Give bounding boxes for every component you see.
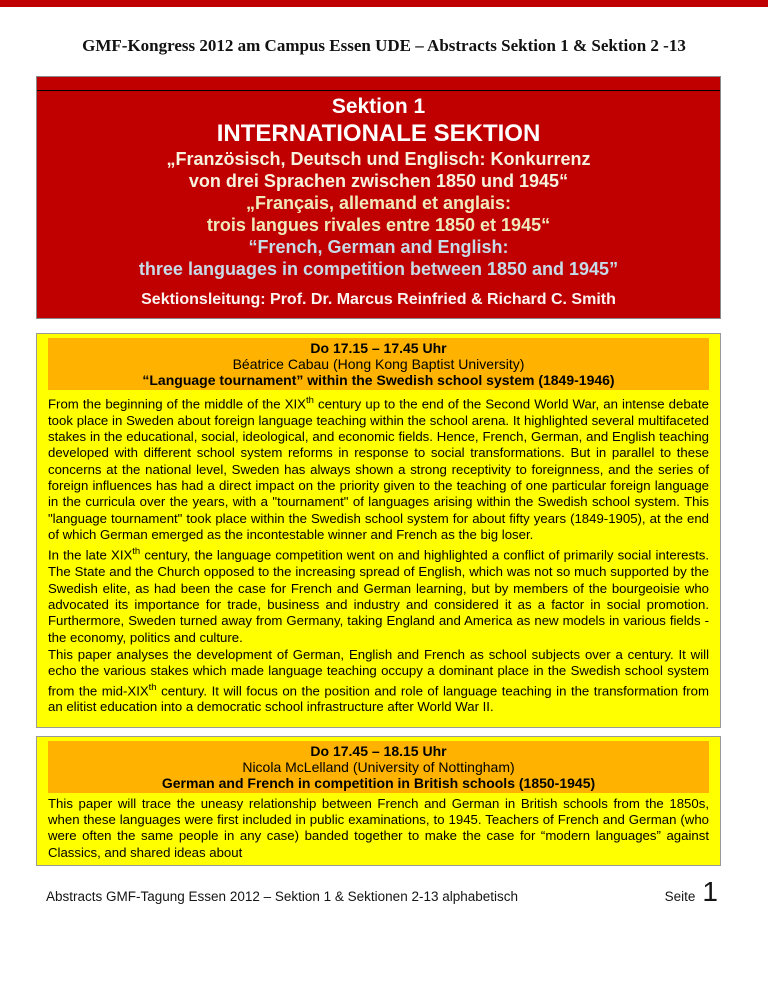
footer-text: Abstracts GMF-Tagung Essen 2012 – Sektion 1 & Sektionen 2-13 alphabetisch bbox=[46, 889, 519, 905]
page-footer bbox=[46, 878, 718, 906]
section-title: INTERNATIONALE SEKTION bbox=[216, 120, 541, 147]
abstract-text bbox=[37, 793, 720, 865]
banner-top-rule bbox=[37, 77, 720, 91]
abstract-block-cabau bbox=[36, 333, 721, 728]
session-title: “Language tournament” within the Swedish school system (1849-1946) bbox=[142, 372, 615, 388]
section-quote-english-line2: three languages in competition between 1850 and 1945” bbox=[138, 259, 619, 279]
session-band bbox=[48, 741, 709, 793]
session-band bbox=[48, 338, 709, 390]
abstract-paragraph: This paper will trace the uneasy relationship between French and German in British schools from the 1850s, when these languages were first included in public examinations, to 1945. Teachers of French and German (who were often the same people in any case) banded together to make the case for “modern languages” against Classics, and shared ideas about bbox=[48, 795, 709, 860]
section-quote-german-line2: von drei Sprachen zwischen 1850 und 1945“ bbox=[188, 171, 569, 191]
abstract-block-mclelland bbox=[36, 736, 721, 866]
session-time: Do 17.15 – 17.45 Uhr bbox=[310, 340, 447, 356]
abstract-paragraph: From the beginning of the middle of the XIXth century up to the end of the Second World War, an intense debate took place in Sweden about foreign language teaching within the school arena. It highlighted several multifaceted stakes in the educational, social, ideological, and economic fields. Hence, French, German, and English teaching developed with different school system reforms in response to social transformations. But in parallel to these concerns at the national level, Sweden has always shown a strong receptivity to foreignness, and the series of foreign influences has had a direct impact on the priority given to the teaching of one particular foreign language in the curricula over the years, with a "tournament" of languages arising within the Swedish school system. This "language tournament" took place within the Swedish school system for about fifty years (1849-1905), at the end of which German emerged as the incontestable winner and French as the big loser. bbox=[48, 395, 710, 543]
footer-page-number: 1 bbox=[702, 876, 718, 908]
session-time: Do 17.45 – 18.15 Uhr bbox=[310, 742, 447, 759]
top-red-strip bbox=[0, 0, 768, 7]
section-quote-french-line1: „Français, allemand et anglais: bbox=[245, 193, 512, 213]
abstract-paragraph: In the late XIXth century, the language competition went on and highlighted a conflict of primarily social interests. The State and the Church opposed to the increasing spread of English, which was not so much supported by the Swedish elite, as had been the case for French and German learning, but by members of the bourgeoisie who advocated its importance for trade, business and industry and considered it as a factor in social promotion. Furthermore, Sweden turned away from Germany, taking England and America as new models in various fields - the economy, politics and culture. bbox=[48, 546, 709, 645]
session-author: Béatrice Cabau (Hong Kong Baptist University) bbox=[232, 356, 525, 372]
abstract-paragraph: This paper analyses the development of German, English and French as school subjects over a century. It will echo the various stakes which made language teaching occupy a dominant place in the Swedish school system from the mid-XIXth century. It will focus on the position and role of language teaching in the transformation from an elitist education into a democratic school infrastructure after World War II. bbox=[48, 646, 709, 715]
abstract-text bbox=[37, 390, 720, 727]
footer-page-label: Seite bbox=[664, 889, 696, 905]
session-author: Nicola McLelland (University of Nottingham) bbox=[242, 758, 515, 775]
footer-page-indicator bbox=[665, 878, 718, 906]
section-number: Sektion 1 bbox=[331, 95, 426, 118]
section-banner bbox=[36, 76, 721, 319]
section-quote-english-line1: “French, German and English: bbox=[248, 237, 509, 257]
document-header: GMF-Kongress 2012 am Campus Essen UDE – Abstracts Sektion 1 & Sektion 2 -13 bbox=[82, 36, 686, 55]
session-title: German and French in competition in British schools (1850-1945) bbox=[161, 774, 596, 791]
section-leaders: Sektionsleitung: Prof. Dr. Marcus Reinfried & Richard C. Smith bbox=[141, 291, 616, 308]
section-quote-german-line1: „Französisch, Deutsch und Englisch: Konkurrenz bbox=[166, 149, 591, 169]
section-quote-french-line2: trois langues rivales entre 1850 et 1945“ bbox=[206, 215, 551, 235]
